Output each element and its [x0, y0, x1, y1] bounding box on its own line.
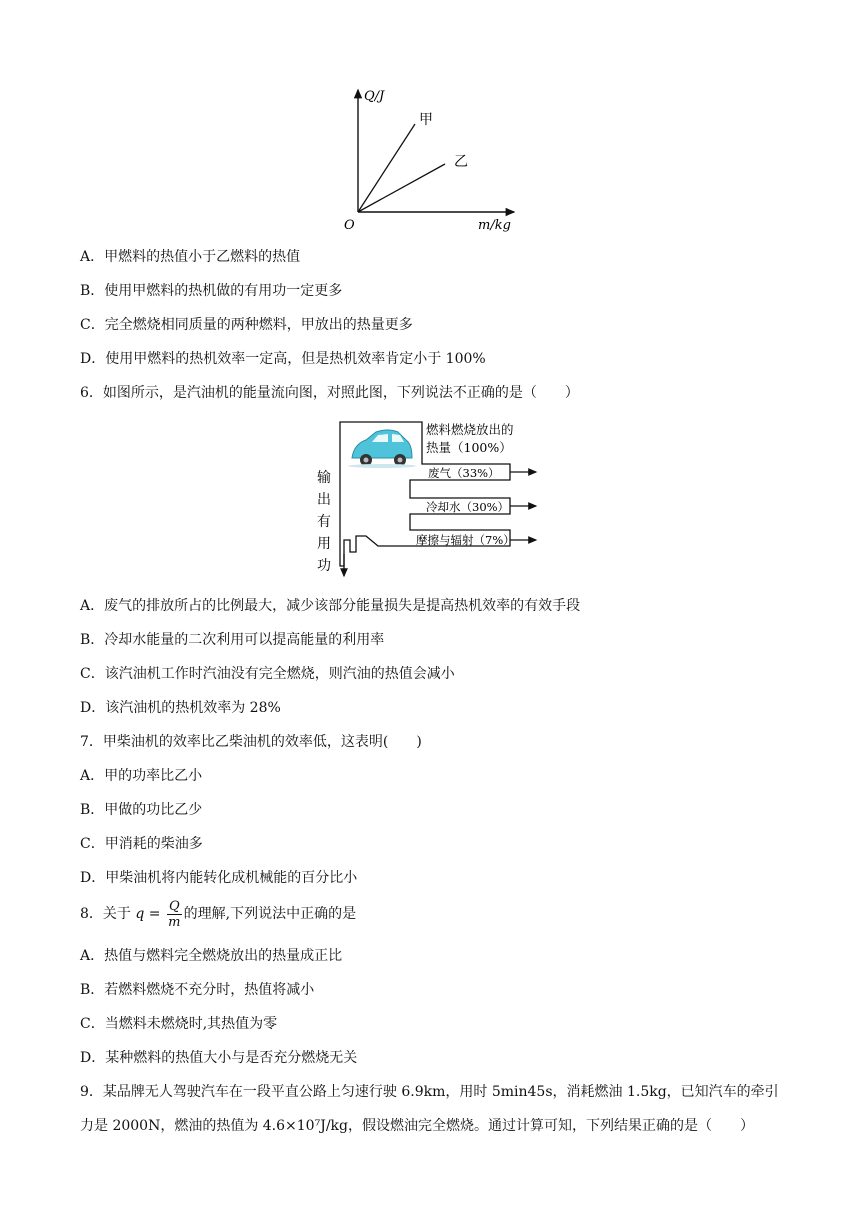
energy-flow-diagram	[300, 416, 560, 582]
q7-option-a: A．甲的功率比乙小	[80, 768, 203, 784]
q-m-graph	[330, 82, 530, 234]
q8-stem	[80, 897, 356, 931]
flow-title-line1: 燃料燃烧放出的	[426, 422, 514, 437]
q5-option-c: C．完全燃烧相同质量的两种燃料，甲放出的热量更多	[80, 317, 413, 333]
output-char-3: 有	[317, 514, 331, 530]
q8-stem-suffix: 的理解,下列说法中正确的是	[183, 906, 357, 922]
output-char-4: 用	[317, 536, 331, 552]
q7-option-c: C．甲消耗的柴油多	[80, 836, 203, 852]
q8-option-c: C．当燃料未燃烧时,其热值为零	[80, 1016, 278, 1032]
line-jia-label: 甲	[419, 112, 433, 128]
q8-formula-fraction	[167, 899, 182, 930]
output-char-5: 功	[317, 558, 331, 574]
exhaust-label: 废气（33%）	[428, 466, 500, 480]
x-axis-label: m/kg	[478, 218, 511, 233]
q6-option-d: D．该汽油机的热机效率为 28%	[80, 700, 281, 716]
q5-option-a: A．甲燃料的热值小于乙燃料的热值	[80, 249, 301, 265]
flow-title-line2: 热量（100%）	[426, 440, 512, 455]
q6-option-c: C．该汽油机工作时汽油没有完全燃烧，则汽油的热值会减小	[80, 666, 455, 682]
friction-label: 摩擦与辐射（7%）	[416, 533, 515, 547]
q8-formula-numerator: Q	[168, 898, 180, 914]
car-icon	[348, 430, 416, 468]
q8-formula-denominator: m	[168, 914, 181, 930]
q9-stem: 9．某品牌无人驾驶汽车在一段平直公路上匀速行驶 6.9km，用时 5min45s，消耗燃油 1.5kg，已知汽车的牵引力是 2000N，燃油的热值为 4.6×10⁷J/kg，假设燃油完全燃烧。通过计算可知，下列结果正确的是（ ）	[80, 1084, 779, 1134]
q7-option-b: B．甲做的功比乙少	[80, 802, 203, 818]
q6-stem: 6．如图所示，是汽油机的能量流向图，对照此图，下列说法不正确的是（ ）	[80, 385, 579, 401]
q8-formula-lhs: q =	[135, 906, 165, 922]
q5-option-b: B．使用甲燃料的热机做的有用功一定更多	[80, 283, 343, 299]
output-char-2: 出	[317, 492, 331, 508]
y-axis-label: Q/J	[364, 89, 385, 104]
q8-option-b: B．若燃料燃烧不充分时，热值将减小	[80, 982, 315, 998]
line-yi-label: 乙	[454, 154, 468, 170]
origin-label: O	[344, 218, 355, 233]
line-jia	[358, 124, 415, 212]
q7-option-d: D．甲柴油机将内能转化成机械能的百分比小	[80, 870, 358, 886]
q8-option-d: D．某种燃料的热值大小与是否充分燃烧无关	[80, 1050, 358, 1066]
q6-option-a: A．废气的排放所占的比例最大，减少该部分能量损失是提高热机效率的有效手段	[80, 598, 581, 614]
coolant-label: 冷却水（30%）	[426, 500, 510, 514]
q5-option-d: D．使用甲燃料的热机效率一定高，但是热机效率肯定小于 100%	[80, 351, 486, 367]
output-char-1: 输	[317, 470, 331, 486]
q8-stem-prefix: 8．关于	[80, 906, 136, 922]
line-yi	[358, 164, 445, 212]
q7-stem: 7．甲柴油机的效率比乙柴油机的效率低，这表明( )	[80, 734, 422, 750]
q6-option-b: B．冷却水能量的二次利用可以提高能量的利用率	[80, 632, 385, 648]
q8-option-a: A．热值与燃料完全燃烧放出的热量成正比	[80, 948, 343, 964]
